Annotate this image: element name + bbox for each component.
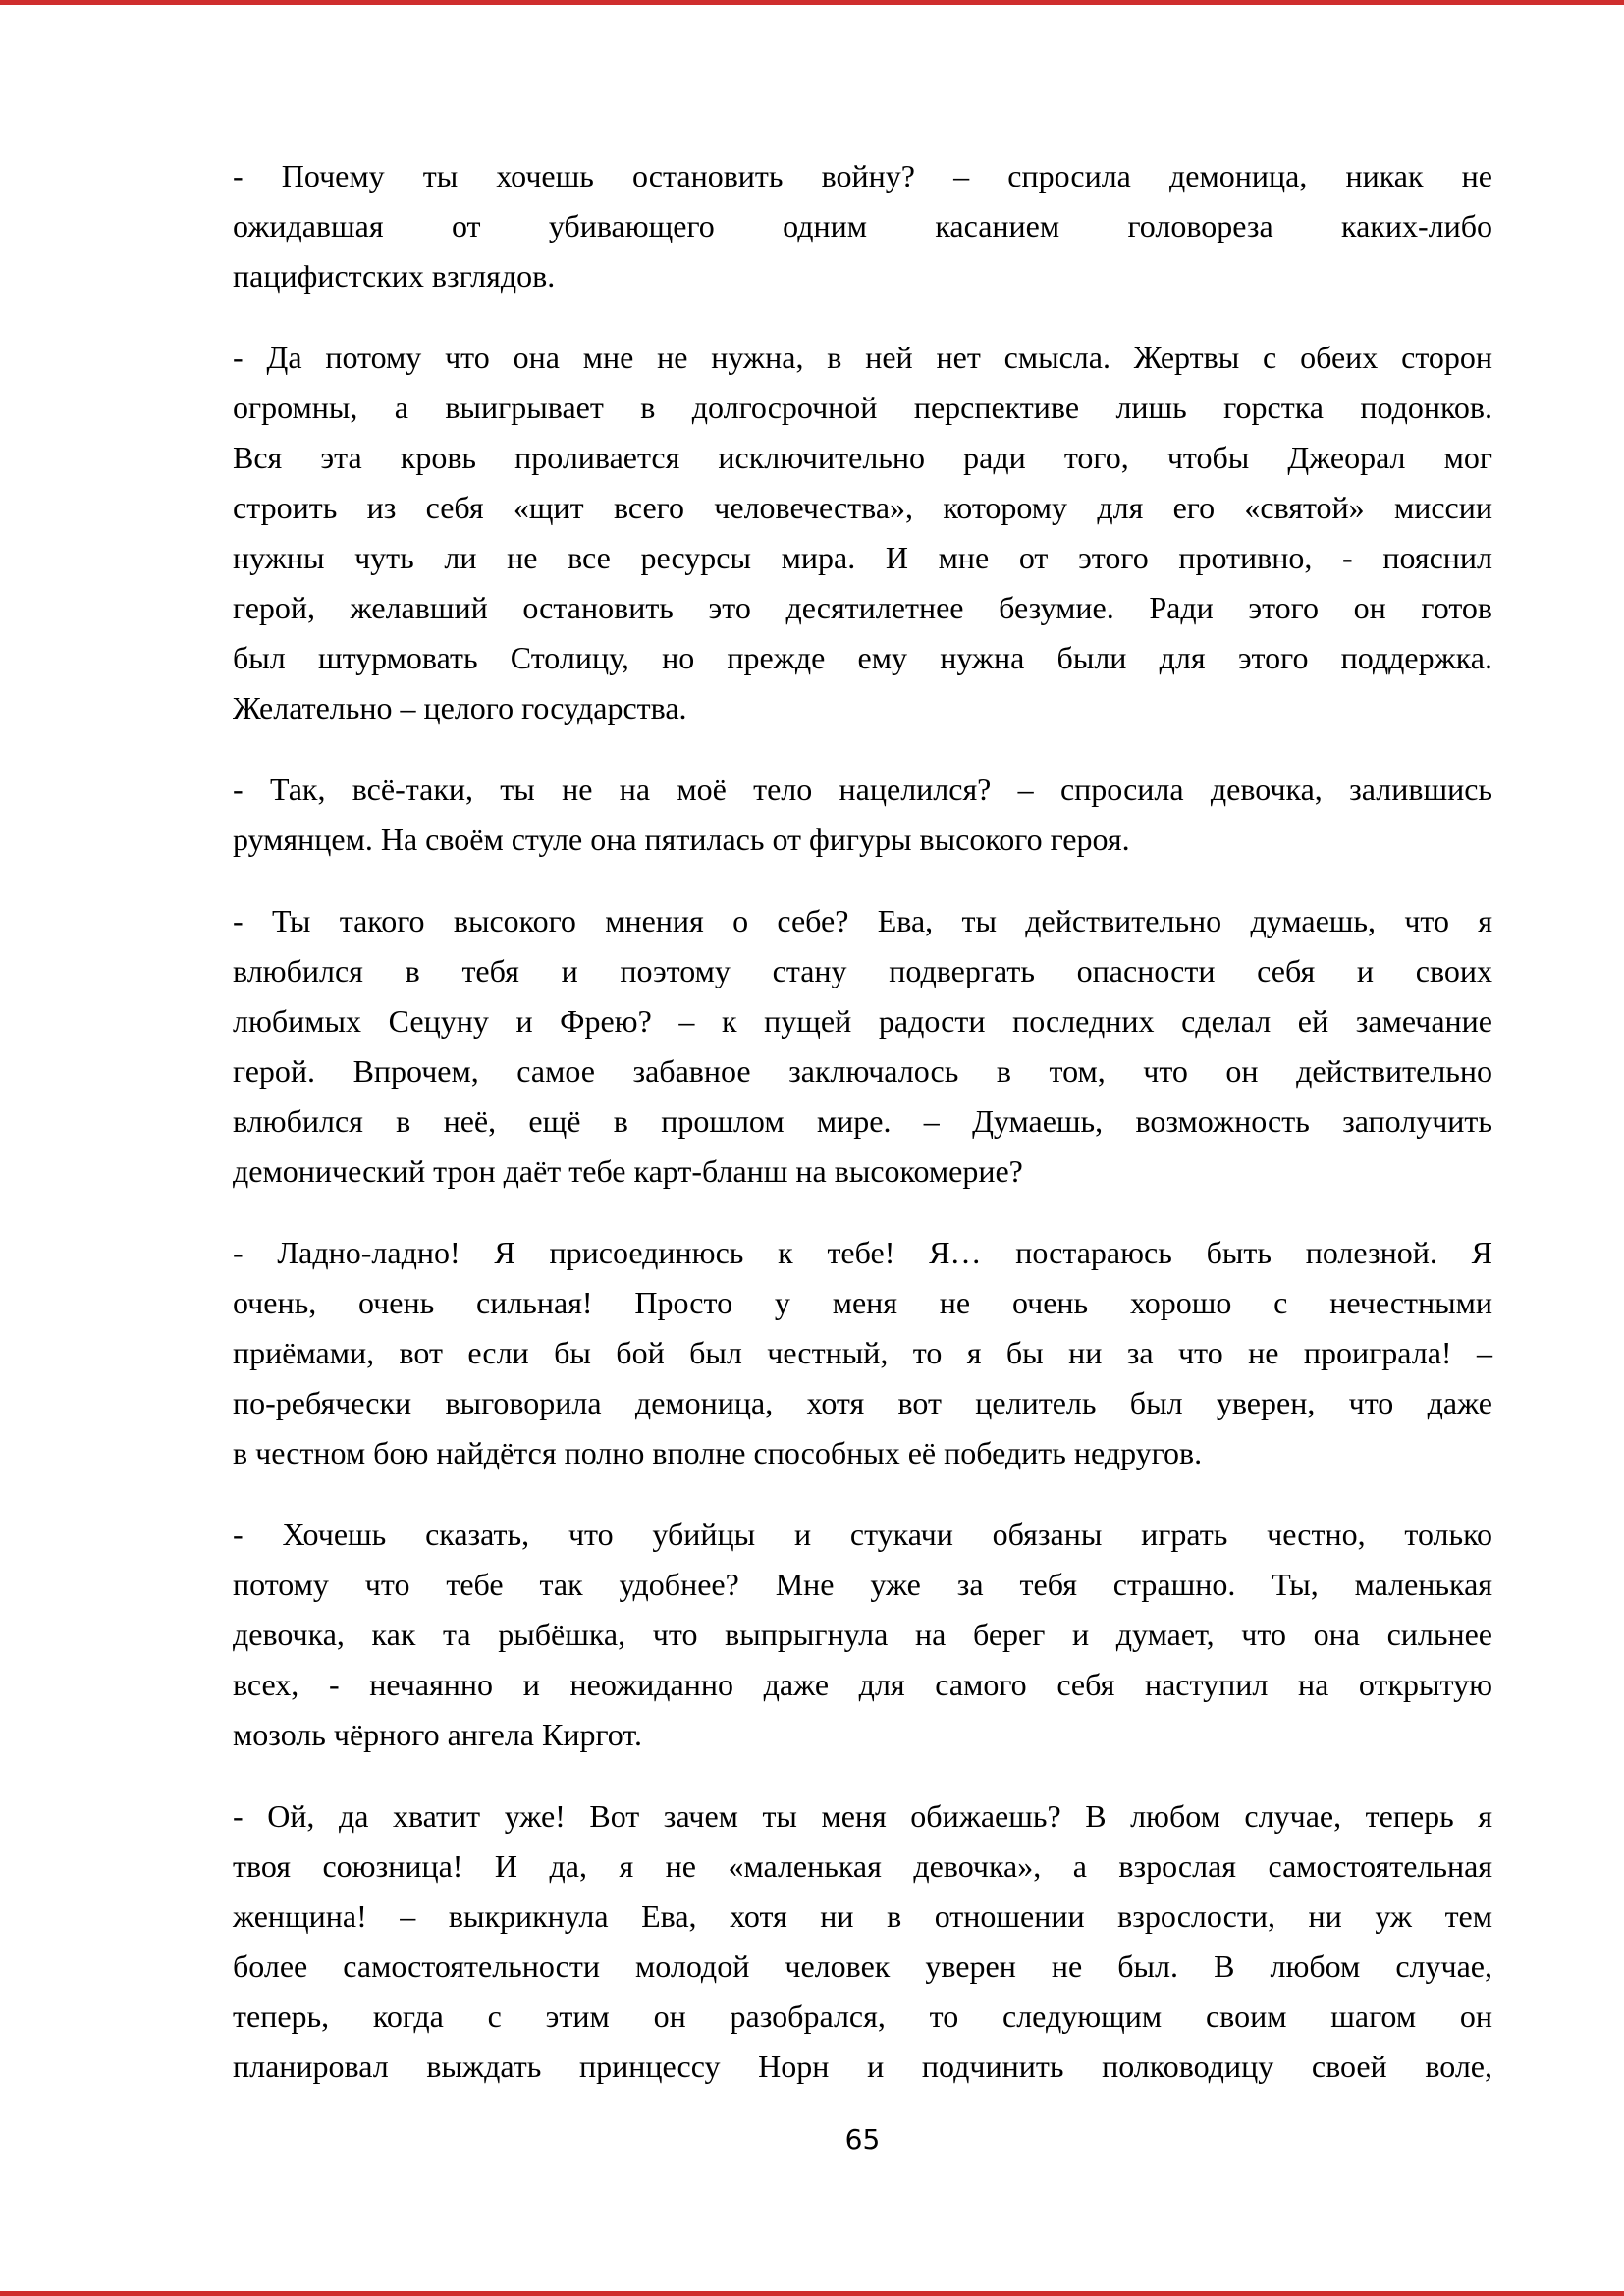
text-line: Вся эта кровь проливается исключительно ради того, чтобы Джеорал мог xyxy=(233,440,1492,475)
page-border-bottom xyxy=(0,2291,1624,2296)
text-line: - Почему ты хочешь остановить войну? – спросила демоница, никак не xyxy=(233,158,1492,193)
text-line: был штурмовать Столицу, но прежде ему нужна были для этого поддержка. xyxy=(233,640,1492,675)
text-line: теперь, когда с этим он разобрался, то следующим своим шагом он xyxy=(233,1999,1492,2034)
text-line: потому что тебе так удобнее? Мне уже за тебя страшно. Ты, маленькая xyxy=(233,1567,1492,1602)
text-line: - Так, всё-таки, ты не на моё тело нацелился? – спросила девочка, залившись xyxy=(233,772,1492,807)
paragraph xyxy=(233,1791,1492,2092)
text-line: влюбился в тебя и поэтому стану подвергать опасности себя и своих xyxy=(233,953,1492,988)
paragraph xyxy=(233,333,1492,733)
text-line: ожидавшая от убивающего одним касанием головореза каких-либо xyxy=(233,208,1492,243)
text-line: твоя союзница! И да, я не «маленькая девочка», а взрослая самостоятельная xyxy=(233,1848,1492,1884)
page-border-top xyxy=(0,0,1624,5)
text-line: более самостоятельности молодой человек уверен не был. В любом случае, xyxy=(233,1949,1492,1984)
text-line: строить из себя «щит всего человечества», которому для его «святой» миссии xyxy=(233,490,1492,525)
text-line: - Ты такого высокого мнения о себе? Ева, ты действительно думаешь, что я xyxy=(233,903,1492,938)
paragraph xyxy=(233,896,1492,1197)
text-line: румянцем. На своём стуле она пятилась от фигуры высокого героя. xyxy=(233,822,1130,857)
paragraph xyxy=(233,765,1492,865)
paragraph xyxy=(233,1228,1492,1478)
text-line: огромны, а выигрывает в долгосрочной перспективе лишь горстка подонков. xyxy=(233,390,1492,425)
text-line: девочка, как та рыбёшка, что выпрыгнула на берег и думает, что она сильнее xyxy=(233,1617,1492,1652)
text-line: - Ой, да хватит уже! Вот зачем ты меня обижаешь? В любом случае, теперь я xyxy=(233,1798,1492,1834)
text-line: по-ребячески выговорила демоница, хотя вот целитель был уверен, что даже xyxy=(233,1385,1492,1420)
text-line: в честном бою найдётся полно вполне способных её победить недругов. xyxy=(233,1435,1203,1470)
page-number: 65 xyxy=(844,2123,881,2156)
paragraph xyxy=(233,1510,1492,1760)
text-line: планировал выждать принцессу Норн и подчинить полководицу своей воле, xyxy=(233,2049,1492,2084)
text-line: - Да потому что она мне не нужна, в ней нет смысла. Жертвы с обеих сторон xyxy=(233,340,1492,375)
text-line: влюбился в неё, ещё в прошлом мире. – Думаешь, возможность заполучить xyxy=(233,1103,1492,1139)
text-line: герой. Впрочем, самое забавное заключалось в том, что он действительно xyxy=(233,1053,1492,1089)
text-line: демонический трон даёт тебе карт-бланш на высокомерие? xyxy=(233,1153,1023,1189)
text-line: мозоль чёрного ангела Киргот. xyxy=(233,1717,642,1752)
text-line: - Хочешь сказать, что убийцы и стукачи обязаны играть честно, только xyxy=(233,1517,1492,1552)
text-line: герой, желавший остановить это десятилетнее безумие. Ради этого он готов xyxy=(233,590,1492,625)
text-line: пацифистских взглядов. xyxy=(233,258,556,294)
text-line: Желательно – целого государства. xyxy=(233,690,687,725)
text-line: нужны чуть ли не все ресурсы мира. И мне от этого противно, - пояснил xyxy=(233,540,1492,575)
text-line: - Ладно-ладно! Я присоединюсь к тебе! Я… постараюсь быть полезной. Я xyxy=(233,1235,1492,1270)
text-line: очень, очень сильная! Просто у меня не очень хорошо с нечестными xyxy=(233,1285,1492,1320)
text-line: женщина! – выкрикнула Ева, хотя ни в отношении взрослости, ни уж тем xyxy=(233,1898,1492,1934)
text-line: любимых Сецуну и Фрею? – к пущей радости последних сделал ей замечание xyxy=(233,1003,1492,1039)
text-line: приёмами, вот если бы бой был честный, то я бы ни за что не проиграла! – xyxy=(233,1335,1492,1370)
page-text xyxy=(233,151,1492,2123)
paragraph xyxy=(233,151,1492,301)
text-line: всех, - нечаянно и неожиданно даже для самого себя наступил на открытую xyxy=(233,1667,1492,1702)
